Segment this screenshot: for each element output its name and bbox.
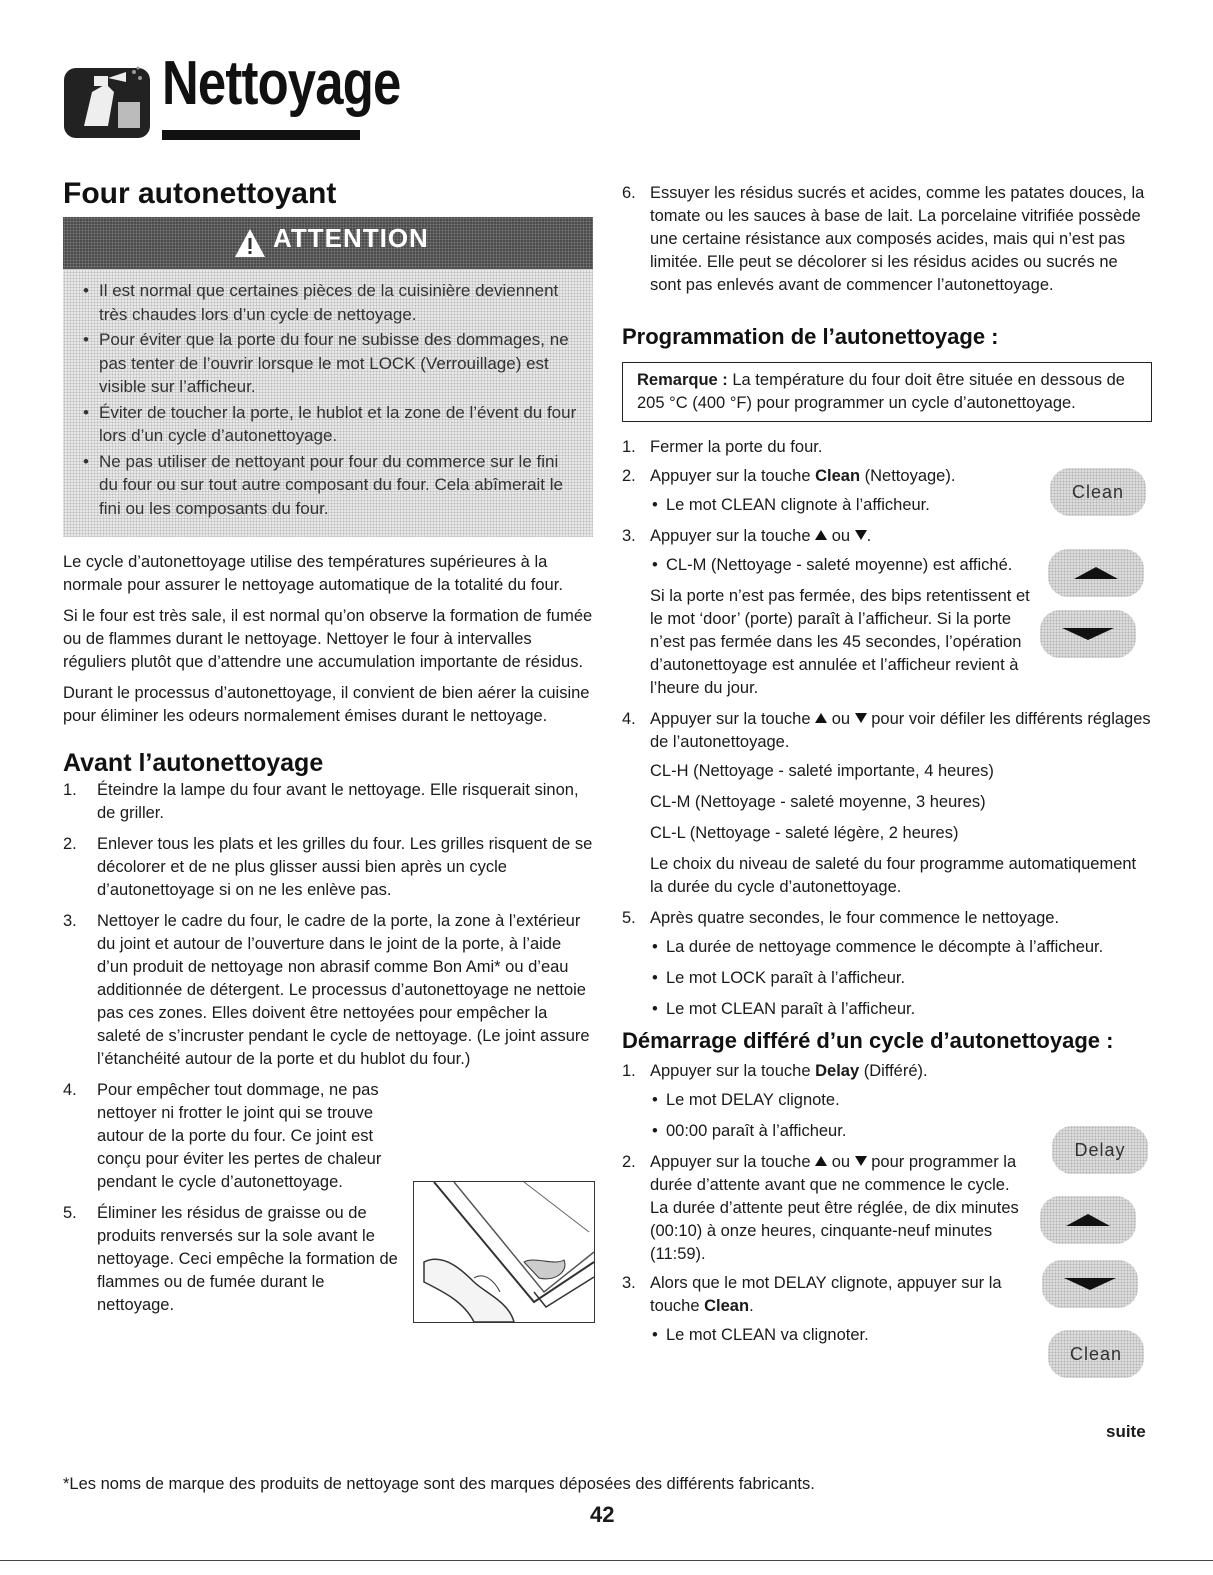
avant-step: 3. Nettoyer le cadre du four, le cadre de la porte, la zone à l’extérieur du joint et autour de l’ouverture dans le joint de la porte, à l’aide d’un produit de nettoyage non abrasif comme Bon Ami* ou d’eau additionnée de détergent. Le processus d’autonettoyage ne nettoie pas ces zones. Elles doivent être nettoyées pour empêcher la saleté de s’incruster pendant le cycle de nettoyage. (Le joint assure l’étanchéité autour de la porte et du hublot du four.) <box>63 912 590 1068</box>
attention-banner <box>63 217 593 269</box>
prog-bullet: • La durée de nettoyage commence le décompte à l’afficheur. <box>622 936 1152 959</box>
prog-step: 2. Appuyer sur la touche Clean (Nettoyage). <box>622 467 956 485</box>
delay-bullet: • Le mot DELAY clignote. <box>622 1089 1022 1112</box>
avant-step: 5. Éliminer les résidus de graisse ou de produits renversés sur la sole avant le nettoyage. Ceci empêche la formation de flammes ou de fumée durant le nettoyage. <box>63 1204 398 1314</box>
attention-item: • Ne pas utiliser de nettoyant pour four du commerce sur le fini du four ou sur tout autre composant du four. Cela abîmerait le fini ou les composants du four. <box>81 450 579 521</box>
down-arrow-icon <box>855 530 867 540</box>
delay-bullet: • Le mot CLEAN va clignoter. <box>622 1324 1022 1347</box>
up-arrow-icon <box>815 713 827 723</box>
up-arrow-icon <box>815 530 827 540</box>
prog-paragraph: Le choix du niveau de saleté du four programme automatiquement la durée du cycle d’autonettoyage. <box>650 855 1137 896</box>
avant-step: 4. Pour empêcher tout dommage, ne pas nettoyer ni frotter le joint qui se trouve autour de la porte du four. Ce joint est conçu pour éviter les pertes de chaleur pendant le cycle d’autonettoyage. <box>63 1081 382 1191</box>
delay-heading: Démarrage différé d’un cycle d’autonettoyage : <box>622 1028 1114 1053</box>
intro-paragraph: Si le four est très sale, il est normal qu’on observe la formation de fumée ou de flammes durant le nettoyage. Nettoyer le four à intervalles réguliers plutôt que d’attendre une accumulation importante de résidus. <box>63 607 593 671</box>
clean-level: CL-M (Nettoyage - saleté moyenne, 3 heures) <box>650 793 986 811</box>
note-box <box>622 362 1152 422</box>
avant-heading: Avant l’autonettoyage <box>63 749 324 777</box>
attention-item: • Il est normal que certaines pièces de la cuisinière deviennent très chaudes lors d’un cycle de nettoyage. <box>81 279 579 326</box>
clean-key-icon: Clean <box>1048 1330 1144 1378</box>
prog-step: 5. Après quatre secondes, le four commence le nettoyage. <box>622 909 1060 927</box>
prog-step: 4. Appuyer sur la touche ou pour voir défiler les différents réglages de l’autonettoyage. <box>622 710 1151 751</box>
attention-item: • Éviter de toucher la porte, le hublot et la zone de l’évent du four lors d’un cycle d’autonettoyage. <box>81 401 579 448</box>
prog-bullet: • Le mot LOCK paraît à l’afficheur. <box>622 967 1152 990</box>
delay-bullet: • 00:00 paraît à l’afficheur. <box>622 1120 1022 1143</box>
clean-level: CL-H (Nettoyage - saleté importante, 4 heures) <box>650 762 994 780</box>
note-label: Remarque : <box>637 371 728 389</box>
up-key-icon <box>1040 1196 1136 1244</box>
down-key-icon <box>1042 1260 1138 1308</box>
prog-step: 3. Appuyer sur la touche ou . <box>622 527 872 545</box>
avant-step: 2. Enlever tous les plats et les grilles du four. Les grilles risquent de se décolorer et de ne plus glisser aussi bien après un cycle d’autonettoyage si on ne les enlève pas. <box>63 835 593 899</box>
delay-steps <box>622 1060 1022 1347</box>
clean-level: CL-L (Nettoyage - saleté légère, 2 heures) <box>650 824 959 842</box>
oven-gasket-illustration <box>413 1181 595 1323</box>
delay-step: 3. Alors que le mot DELAY clignote, appuyer sur la touche Clean. <box>622 1274 1002 1315</box>
prog-step: 1. Fermer la porte du four. <box>622 438 823 456</box>
warning-triangle-icon <box>233 227 267 259</box>
section-heading: Four autonettoyant <box>63 177 337 210</box>
up-key-icon <box>1048 549 1144 597</box>
footnote: *Les noms de marque des produits de nettoyage sont des marques déposées des différents fabricants. <box>63 1475 815 1493</box>
continued-label: suite <box>1106 1422 1146 1441</box>
page-section-title: Nettoyage <box>162 49 401 118</box>
intro-paragraph: Durant le processus d’autonettoyage, il convient de bien aérer la cuisine pour éliminer les odeurs normalement émises durant le nettoyage. <box>63 684 590 725</box>
attention-item: • Pour éviter que la porte du four ne subisse des dommages, ne pas tenter de l’ouvrir lorsque le mot LOCK (Verrouillage) est visible sur l’afficheur. <box>81 328 579 399</box>
programmation-heading: Programmation de l’autonettoyage : <box>622 324 999 349</box>
left-column <box>63 177 593 1325</box>
note-text: La température du four doit être située en dessous de 205 °C (400 °F) pour programmer un cycle d’autonettoyage. <box>637 371 1125 412</box>
attention-box <box>63 217 593 537</box>
attention-list <box>81 279 579 522</box>
down-arrow-icon <box>855 1156 867 1166</box>
bottom-rule <box>0 1560 1213 1561</box>
clean-key-icon: Clean <box>1050 468 1146 516</box>
page-number: 42 <box>590 1502 615 1527</box>
delay-step: 1. Appuyer sur la touche Delay (Différé). <box>622 1062 928 1080</box>
step-6: 6. Essuyer les résidus sucrés et acides, comme les patates douces, la tomate ou les sauces à base de lait. La porcelaine vitrifiée possède une certaine résistance aux composés acides, mais qui n’est pas limitée. Elle peut se décolorer si les résidus acides ou sucrés ne sont pas enlevés avant de commencer l’autonettoyage. <box>622 184 1145 294</box>
up-arrow-icon <box>815 1156 827 1166</box>
intro-paragraph: Le cycle d’autonettoyage utilise des températures supérieures à la normale pour assurer le nettoyage automatique de la totalité du four. <box>63 553 563 594</box>
right-column <box>622 182 1152 1355</box>
delay-step: 2. Appuyer sur la touche ou pour programmer la durée d’attente avant que ne commence le cycle. La durée d’attente peut être réglée, de dix minutes (00:10) à onze heures, cinquante-neuf minutes (11:59). <box>622 1153 1019 1263</box>
down-key-icon <box>1040 610 1136 658</box>
programmation-steps <box>622 436 1022 577</box>
avant-step: 1. Éteindre la lampe du four avant le nettoyage. Elle risquerait sinon, de griller. <box>63 781 579 822</box>
prog-bullet: • Le mot CLEAN paraît à l’afficheur. <box>622 998 1152 1021</box>
prog-bullet: • CL-M (Nettoyage - saleté moyenne) est affiché. <box>622 554 1086 577</box>
delay-key-icon: Delay <box>1052 1126 1148 1174</box>
title-underline <box>162 130 360 140</box>
down-arrow-icon <box>855 713 867 723</box>
prog-bullet: • Le mot CLEAN clignote à l’afficheur. <box>622 494 1022 517</box>
prog-paragraph: Si la porte n’est pas fermée, des bips retentissent et le mot ‘door’ (porte) paraît à l’afficheur. Si la porte n’est pas fermée dans les 45 secondes, l’opération d’autonettoyage est annulée et l’afficheur revient à l’heure du jour. <box>650 587 1030 697</box>
attention-label: ATTENTION <box>273 223 429 253</box>
cleaning-spray-icon <box>62 62 152 140</box>
